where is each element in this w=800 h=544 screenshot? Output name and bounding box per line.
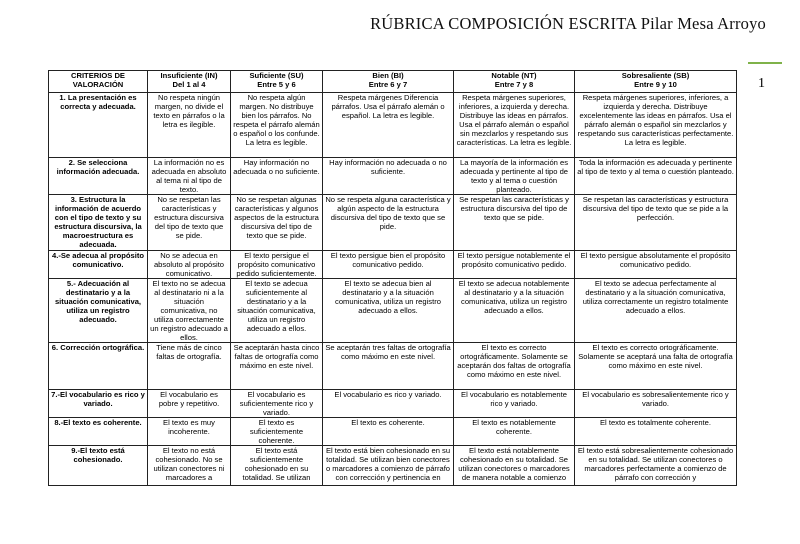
header-sobresaliente: Sobresaliente (SB) Entre 9 y 10 bbox=[575, 71, 737, 93]
table-cell: Se respetan las características y estructura discursiva del tipo de texto que se pide a la perfección. bbox=[575, 195, 737, 251]
header-criteria: CRITERIOS DE VALORACIÓN bbox=[49, 71, 148, 93]
criterion-cell: 3. Estructura la información de acuerdo con el tipo de texto y su estructura discursiva, la macroestructura es adecuada. bbox=[49, 195, 148, 251]
document-title: RÚBRICA COMPOSICIÓN ESCRITA Pilar Mesa Arroyo bbox=[370, 14, 766, 33]
table-row bbox=[49, 279, 737, 343]
table-cell: El texto se adecua perfectamente al destinatario y a la situación comunicativa, utiliza correctamente un registro totalmente adecuado a ellos. bbox=[575, 279, 737, 343]
table-cell: El texto es muy incoherente. bbox=[148, 418, 231, 446]
table-row bbox=[49, 158, 737, 195]
table-cell: No respeta algún margen. No distribuye bien los párrafos. No respeta el párrafo alemán o español o los confunde. La letra es legible. bbox=[231, 93, 323, 158]
table-row bbox=[49, 418, 737, 446]
table-cell: Se aceptarán hasta cinco faltas de ortografía como máximo en este nivel. bbox=[231, 343, 323, 390]
table-row bbox=[49, 251, 737, 279]
table-cell: El texto es correcto ortográficamente. Solamente se aceptará una falta de ortografía como máximo en este nivel. bbox=[575, 343, 737, 390]
rubric-table bbox=[48, 70, 737, 486]
table-cell: No se adecua en absoluto al propósito comunicativo. bbox=[148, 251, 231, 279]
table-cell: El texto no está cohesionado. No se utilizan conectores ni marcadores a bbox=[148, 446, 231, 486]
table-cell: El texto persigue bien el propósito comunicativo pedido. bbox=[323, 251, 454, 279]
table-cell: No se respetan algunas características y algunos aspectos de la estructura discursiva del tipo de texto que se pide. bbox=[231, 195, 323, 251]
header-notable: Notable (NT) Entre 7 y 8 bbox=[454, 71, 575, 93]
criterion-cell: 5.- Adecuación al destinatario y a la situación comunicativa, utiliza un registro adecuado. bbox=[49, 279, 148, 343]
table-cell: El vocabulario es sobresalientemente rico y variado. bbox=[575, 390, 737, 418]
criterion-cell: 6. Corrección ortográfica. bbox=[49, 343, 148, 390]
table-cell: El texto es notablemente coherente. bbox=[454, 418, 575, 446]
table-cell: Respeta márgenes superiores, inferiores, a izquierda y derecha. Distribuye las ideas en párrafos. Usa el párrafo alemán o español sin mezclarlos y respetando sus características. La letra es legible. bbox=[454, 93, 575, 158]
table-cell: El texto no se adecua al destinatario ni a la situación comunicativa, no utiliza correctamente un registro adecuado a ellos. bbox=[148, 279, 231, 343]
table-cell: Hay información no adecuada o no suficiente. bbox=[323, 158, 454, 195]
table-cell: Respeta márgenes superiores, inferiores, a izquierda y derecha. Distribuye excelentemente las ideas en párrafos. Usa el párrafo alemán o español sin mezclarlos y respetando sus características perfectamente. La letra es legible. bbox=[575, 93, 737, 158]
table-row bbox=[49, 93, 737, 158]
table-cell: Tiene más de cinco faltas de ortografía. bbox=[148, 343, 231, 390]
table-cell: El texto está sobresalientemente cohesionado en su totalidad. Se utilizan conectores o marcadores perfectamente a comienzo de párrafo con corrección y bbox=[575, 446, 737, 486]
table-cell: El vocabulario es suficientemente rico y variado. bbox=[231, 390, 323, 418]
table-cell: El texto se adecua suficientemente al destinatario y a la situación comunicativa, utiliza un registro adecuado a ellos. bbox=[231, 279, 323, 343]
criterion-cell: 1. La presentación es correcta y adecuada. bbox=[49, 93, 148, 158]
table-cell: La mayoría de la información es adecuada y pertinente al tipo de texto y al tema o cuestión planteado. bbox=[454, 158, 575, 195]
criterion-cell: 7.-El vocabulario es rico y variado. bbox=[49, 390, 148, 418]
table-cell: Se aceptarán tres faltas de ortografía como máximo en este nivel. bbox=[323, 343, 454, 390]
table-cell: Se respetan las características y estructura discursiva del tipo de texto que se pide. bbox=[454, 195, 575, 251]
header-suficiente: Suficiente (SU) Entre 5 y 6 bbox=[231, 71, 323, 93]
table-row bbox=[49, 446, 737, 486]
table-cell: El vocabulario es notablemente rico y variado. bbox=[454, 390, 575, 418]
table-cell: El texto se adecua bien al destinatario y a la situación comunicativa, utiliza un registro adecuado a ellos. bbox=[323, 279, 454, 343]
table-cell: El texto es coherente. bbox=[323, 418, 454, 446]
table-cell: La información no es adecuada en absoluto al tema ni al tipo de texto. bbox=[148, 158, 231, 195]
criterion-cell: 8.-El texto es coherente. bbox=[49, 418, 148, 446]
table-cell: El texto persigue absolutamente el propósito comunicativo pedido. bbox=[575, 251, 737, 279]
table-cell: El texto está bien cohesionado en su totalidad. Se utilizan bien conectores o marcadores a comienzo de párrafo con corrección y pertinencia en bbox=[323, 446, 454, 486]
table-row bbox=[49, 343, 737, 390]
table-cell: El texto se adecua notablemente al destinatario y a la situación comunicativa, utiliza un registro adecuado a ellos. bbox=[454, 279, 575, 343]
table-cell: No respeta ningún margen, no divide el texto en párrafos o la letra es ilegible. bbox=[148, 93, 231, 158]
criterion-cell: 2. Se selecciona información adecuada. bbox=[49, 158, 148, 195]
table-cell: El vocabulario es rico y variado. bbox=[323, 390, 454, 418]
header-insuficiente: Insuficiente (IN) Del 1 al 4 bbox=[148, 71, 231, 93]
table-cell: El texto persigue notablemente el propósito comunicativo pedido. bbox=[454, 251, 575, 279]
table-cell: El texto es totalmente coherente. bbox=[575, 418, 737, 446]
header-bien: Bien (BI) Entre 6 y 7 bbox=[323, 71, 454, 93]
table-cell: El vocabulario es pobre y repetitivo. bbox=[148, 390, 231, 418]
table-cell: El texto persigue el propósito comunicativo pedido suficientemente. bbox=[231, 251, 323, 279]
table-cell: El texto es correcto ortográficamente. Solamente se aceptarán dos faltas de ortografía como máximo en este nivel. bbox=[454, 343, 575, 390]
table-cell: Respeta márgenes Diferencia párrafos. Usa el párrafo alemán o español. La letra es legible. bbox=[323, 93, 454, 158]
page-number: 1 bbox=[758, 76, 765, 91]
table-cell: El texto está notablemente cohesionado en su totalidad. Se utilizan conectores o marcadores de manera notable a comienzo bbox=[454, 446, 575, 486]
table-cell: El texto está suficientemente cohesionado en su totalidad. Se utilizan bbox=[231, 446, 323, 486]
table-cell: Hay información no adecuada o no suficiente. bbox=[231, 158, 323, 195]
accent-divider bbox=[748, 62, 782, 64]
criterion-cell: 4.-Se adecua al propósito comunicativo. bbox=[49, 251, 148, 279]
criterion-cell: 9.-El texto está cohesionado. bbox=[49, 446, 148, 486]
table-cell: No se respeta alguna característica y algún aspecto de la estructura discursiva del tipo de texto que se pide. bbox=[323, 195, 454, 251]
table-cell: Toda la información es adecuada y pertinente al tipo de texto y al tema o cuestión planteado. bbox=[575, 158, 737, 195]
table-row bbox=[49, 195, 737, 251]
header-row bbox=[49, 71, 737, 93]
table-cell: El texto es suficientemente coherente. bbox=[231, 418, 323, 446]
table-cell: No se respetan las características y estructura discursiva del tipo de texto que se pide. bbox=[148, 195, 231, 251]
table-row bbox=[49, 390, 737, 418]
